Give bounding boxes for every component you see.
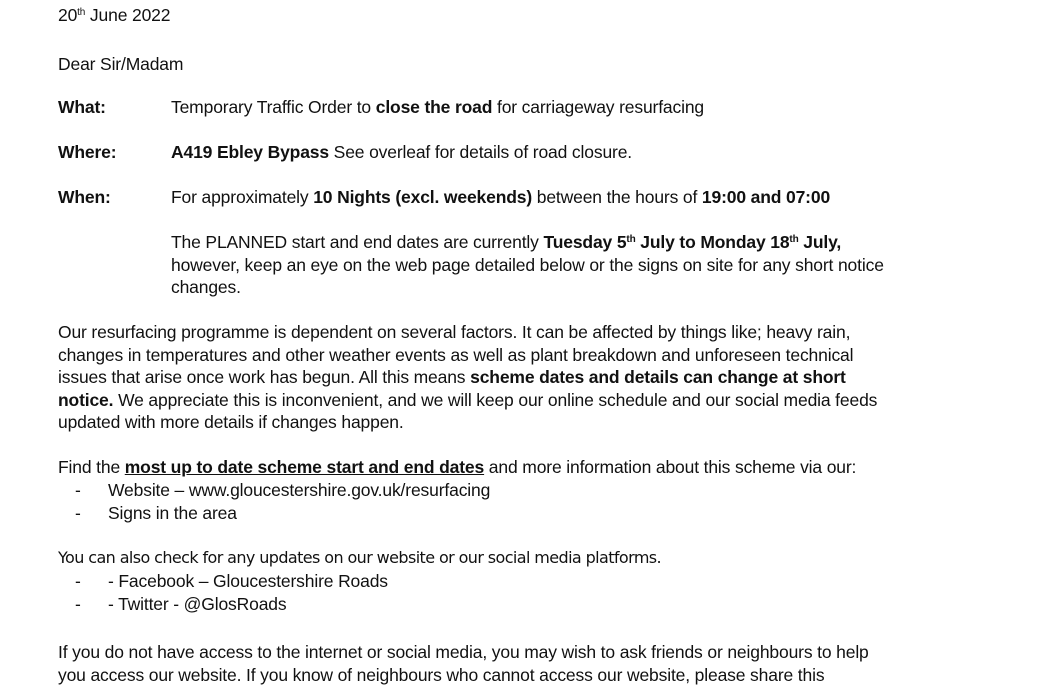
bullet-twitter: - Twitter - @GlosRoads xyxy=(108,593,287,616)
when-value xyxy=(171,186,830,209)
programme-text-2: We appreciate this is inconvenient, and we will keep our online schedule and our social media feeds xyxy=(113,390,877,410)
find-text: Find the xyxy=(58,457,125,477)
planned-line-3: changes. xyxy=(171,276,241,299)
planned-end: July to Monday 18 xyxy=(636,232,790,252)
salutation: Dear Sir/Madam xyxy=(58,53,183,76)
bullet-dash: - xyxy=(75,570,81,593)
bullet-dash: - xyxy=(75,479,81,502)
planned-text: The PLANNED start and end dates are currently xyxy=(171,232,543,252)
bullet-dash: - xyxy=(75,593,81,616)
where-label: Where: xyxy=(58,141,116,164)
planned-end-month: July, xyxy=(799,232,842,252)
programme-line-2: changes in temperatures and other weather events as well as plant breakdown and unforeseen technical xyxy=(58,344,853,367)
bullet-dash: - xyxy=(75,502,81,525)
bullet-signs: Signs in the area xyxy=(108,502,237,525)
date-suffix: th xyxy=(77,7,85,18)
what-value xyxy=(171,96,704,119)
where-road: A419 Ebley Bypass xyxy=(171,142,329,162)
date-day: 20 xyxy=(58,5,77,25)
programme-text: issues that arise once work has begun. All this means xyxy=(58,367,470,387)
date-rest: June 2022 xyxy=(85,5,170,25)
programme-warning-end: notice. xyxy=(58,390,113,410)
when-duration: 10 Nights (excl. weekends) xyxy=(313,187,532,207)
letter-date xyxy=(58,4,170,27)
find-emphasis: most up to date scheme start and end dates xyxy=(125,457,484,477)
where-text: See overleaf for details of road closure. xyxy=(329,142,632,162)
planned-end-suffix: th xyxy=(789,234,798,245)
programme-line-1: Our resurfacing programme is dependent on several factors. It can be affected by things like; heavy rain, xyxy=(58,321,850,344)
planned-start-suffix: th xyxy=(626,234,635,245)
no-access-line-2: you access our website. If you know of neighbours who cannot access our website, please share this xyxy=(58,664,824,686)
what-bold: close the road xyxy=(376,97,493,117)
programme-warning: scheme dates and details can change at short xyxy=(470,367,846,387)
what-text: Temporary Traffic Order to xyxy=(171,97,376,117)
what-label: What: xyxy=(58,96,106,119)
when-label: When: xyxy=(58,186,111,209)
social-intro: You can also check for any updates on our website or our social media platforms. xyxy=(58,547,661,570)
where-value xyxy=(171,141,632,164)
programme-line-4 xyxy=(58,389,877,412)
what-text-2: for carriageway resurfacing xyxy=(492,97,704,117)
find-text-2: and more information about this scheme via our: xyxy=(484,457,856,477)
planned-start: Tuesday 5 xyxy=(543,232,626,252)
bullet-website[interactable]: Website – www.gloucestershire.gov.uk/resurfacing xyxy=(108,479,490,502)
find-intro xyxy=(58,456,856,479)
programme-line-3 xyxy=(58,366,846,389)
when-hours: 19:00 and 07:00 xyxy=(702,187,830,207)
bullet-facebook: - Facebook – Gloucestershire Roads xyxy=(108,570,388,593)
planned-line-2: however, keep an eye on the web page detailed below or the signs on site for any short notice xyxy=(171,254,884,277)
when-text: For approximately xyxy=(171,187,313,207)
planned-line-1 xyxy=(171,231,841,254)
no-access-line-1: If you do not have access to the internet or social media, you may wish to ask friends or neighbours to help xyxy=(58,641,869,664)
programme-line-5: updated with more details if changes happen. xyxy=(58,411,404,434)
when-text-2: between the hours of xyxy=(532,187,702,207)
